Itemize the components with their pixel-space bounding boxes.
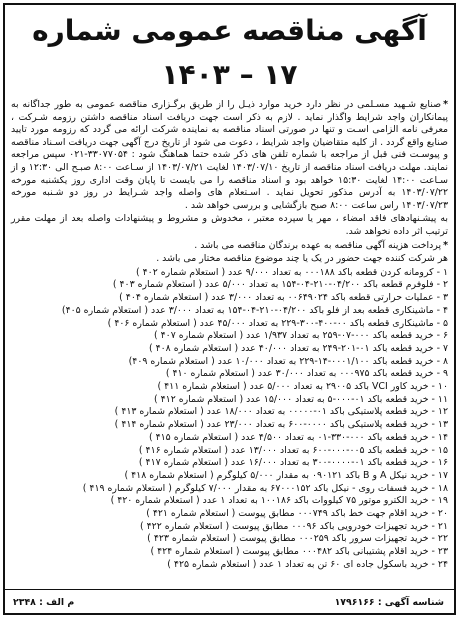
tender-item: ۶ - خرید قطعه باکد ۰۰۰-۰۷-۲۵۹ به تعداد ۱/۹۳۷ عدد ( استعلام شماره ۴۰۷ ) [154,330,448,342]
tender-item: ۱۹ - خرید الکترو موتور ۷۵ کیلووات باکد ۱۰۰۱۸۶ به تعداد ۱ عدد ( استعلام شماره ۴۲۰ ) [110,495,448,507]
tender-item: ۲۴ - خرید باسکول جاده ای ۶۰ تن به تعداد ۱ عدد ( استعلام شماره ۴۲۵ ) [167,558,448,570]
ad-id-label: شناسه آگهی : ۱۷۹۶۱۶۶ [334,597,444,608]
tender-item: ۲۱ - خرید تجهیزات خودرویی باکد ۰۰۰۹۶ مطابق پیوست ( استعلام شماره ۴۲۲ ) [139,520,448,532]
notice-fee-paragraph: *پرداخت هزینه آگهی مناقصه به عهده برندگان مناقصه می باشد . [194,239,448,251]
tender-item: ۱۲ - خرید قطعه پلاستیکی باکد ۰۱-۰۰۰۰۰ به تعداد ۱۸/۰۰۰ عدد ( استعلام شماره ۴۱۳ ) [114,406,448,418]
tender-item: ۷ - خرید قطعه باکد ۰۱-۲۰۱-۲۴۹ به تعداد ۴۰/۰۰۰ عدد ( استعلام شماره ۴۰۸ ) [148,342,448,354]
notice-participation-paragraph: هر شرکت کننده جهت حضور در یک یا چند موضوع مناقصه مختار می باشد . [156,253,448,265]
tender-item: ۱۶ - خرید قطعه باکد ۰۱-۰۰۰۰-۳۰۰ به تعداد ۱۶/۰۰۰ عدد ( استعلام شماره ۴۱۷ ) [138,457,448,469]
notice-footer [3,589,454,615]
tender-item: ۹ - خرید قطعه باکد ۰۰۰۹۷۵ به تعداد ۳۰/۰۰۰ عدد ( استعلام شماره ۴۱۰ ) [165,368,448,380]
tender-item: ۱۸ - خرید فسفات روی - نیکل باکد ۶۷۰۰۰۱۵۲ به مقدار ۷/۰۰۰ کیلوگرم ( استعلام شماره ۴۱۹ ) [82,482,448,494]
tender-item: ۸ - خرید قطعه باکد ۰۰۰۱/۱۰۰-۱۴-۲۲۹ به تعداد ۱۰/۰۰۰ عدد ( استعلام شماره ۴۰۹) [128,355,448,367]
tender-item: ۳ - عملیات حرارتی قطعه باکد ۰۰۶۴۹۰۲۴ به تعداد ۳/۰۰۰ عدد ( استعلام شماره ۴۰۴ ) [119,292,448,304]
tender-item: ۱ - کرومانه کردن قطعه باکد ۰۰۰۱۸۸ به تعداد ۹/۰۰۰ عدد ( استعلام شماره ۴۰۲ ) [136,266,448,278]
tender-item: ۲۰ - خرید اقلام جهت خط باکد ۰۰۰۷۴۹ مطابق پیوست ( استعلام شماره ۴۲۱ ) [146,508,448,520]
tender-item: ۱۷ - خرید نیکل A و B باکد ۰۹۰۱۲۱ به مقدار ۵/۰۰۰ کیلوگرم ( استعلام شماره ۴۱۸ ) [124,469,448,481]
bullet-star-icon: * [443,99,448,110]
notice-intro-paragraph: *صنایع شـهید مسـلمی در نظر دارد خرید موارد ذیـل را از طریق برگـزاری مناقصه عمومی به طور جداگانه به پیمانکاران واجد شرایط واگذار نماید . لازم به ذکر است جهت دریافت اسناد مناقصه داشتن رزومه شـرکت ، معرفی نامه الزامی اسـت و تنها در صورتی اسناد مناقصه به نماینده شرکت ارائه می گردد که رزومه مورد تایید صنایع واقع گردد . از کلیه متقاضیان واجد شرایط ، دعوت می شود از تاریخ درج آگهی جهت دریافت اسـناد مناقصه و پیوسـت فنی قبل از مراجعه با شماره تلفن های ذکر شده حتما هماهنگ شود : ۳۳۰۷۷۰۵۴-۰۲۱ سپس مراجعه نمایند. مهلت دریافت اسناد مناقصه از تاریخ ۱۴۰۳/۰۷/۱۰ لغایت ۱۴۰۳/۰۷/۲۱ از سـاعت ۸:۰۰ صبـح الی ۱۲:۳۰ و از سـاعت ۱۴:۰۰ لغایت ۱۵:۳۰ خواهد بود و اسناد مناقصه را می بایست تا پایان وقت اداری روز یکشنبه مورخه ۱۴۰۳/۰۷/۲۲ به آدرس مذکور تحویل نماید . اسـتعلام های واصله واجد شـرایط در روز دو شـنبه مورخه ۱۴۰۳/۰۷/۲۳ راس ساعت ۸:۰۰ صبح بازگشایی و بررسی خواهد شد . [11,99,448,211]
notice-title: آگهی مناقصه عمومی شماره ۱۷ – ۱۴۰۳ [32,14,427,91]
notice-condition-paragraph: به پیشـنهادهای فاقد امضاء ، مهر یا سپرده معتبر ، مخدوش و مشروط و پیشنهادات واصله بعد از مهلت مقرر ترتیب اثر داده نخواهد شد. [11,213,448,237]
tender-item: ۲۳ - خرید اقلام پشتیبانی باکد ۰۰۰۴۸۲ مطابق پیوست ( استعلام شماره ۴۲۴ ) [150,546,448,558]
tender-item: ۱۴ - خرید قطعه باکد ۰۰۰-۳۳۰-۰۱ به تعداد ۴/۵۰۰ عدد ( استعلام شماره ۴۱۵ ) [148,431,448,443]
tender-item: ۵ - ماشینکاری قطعه باکد ۰۰-۴۰۰-۳۰۰-۲۲۹ به تعداد ۴۵/۰۰۰ عدد ( استعلام شماره ۴۰۶ ) [107,317,448,329]
bullet-star-icon: * [443,239,448,251]
ad-code-label: م الف : ۲۳۴۸ [13,597,75,608]
tender-item: ۱۰ - خرید کاور VCI باکد ۲۹۰۰۵ به تعداد ۵/۰۰۰ عدد ( استعلام شماره ۴۱۱ ) [157,381,448,393]
tender-notice [3,3,456,615]
tender-item: ۴ - ماشینکاری قطعه بعد از فلو باکد ۰۴/۲۰۰-۲۱۰-۰۴-۱۵۴ به تعداد ۳/۰۰۰ عدد ( استعلام شماره ۴۰۵) [61,304,448,316]
tender-item: ۱۵ - خرید قطعه باکد ۰۰۵-۰۰۰-۶۰۰ به تعداد ۱۳/۰۰۰ عدد ( استعلام شماره ۴۱۶ ) [138,444,448,456]
tender-item: ۱۱ - خرید قطعه باکد ۰۱-۰۰۰-۵ به تعداد ۱۵/۰۰۰ عدد ( استعلام شماره ۴۱۲ ) [154,393,448,405]
tender-item: ۲۲ - خرید تجهیزات سرور باکد ۰۰۰۲۵۹ مطابق پیوست ( استعلام شماره ۴۲۳ ) [147,533,448,545]
tender-item: ۲ - فلوفرم قطعه باکد ۰۴/۲۰۰-۲۱۰-۰۴-۱۵۴ به تعداد ۵/۰۰۰ عدد ( استعلام شماره ۴۰۳ ) [112,279,448,291]
tender-item: ۱۳ - خرید قطعه پلاستیکی باکد ۰۰۰۰-۶۰۰ به تعداد ۲۳/۰۰۰ عدد ( استعلام شماره ۴۱۴ ) [114,419,448,431]
tender-items-list [11,267,448,572]
